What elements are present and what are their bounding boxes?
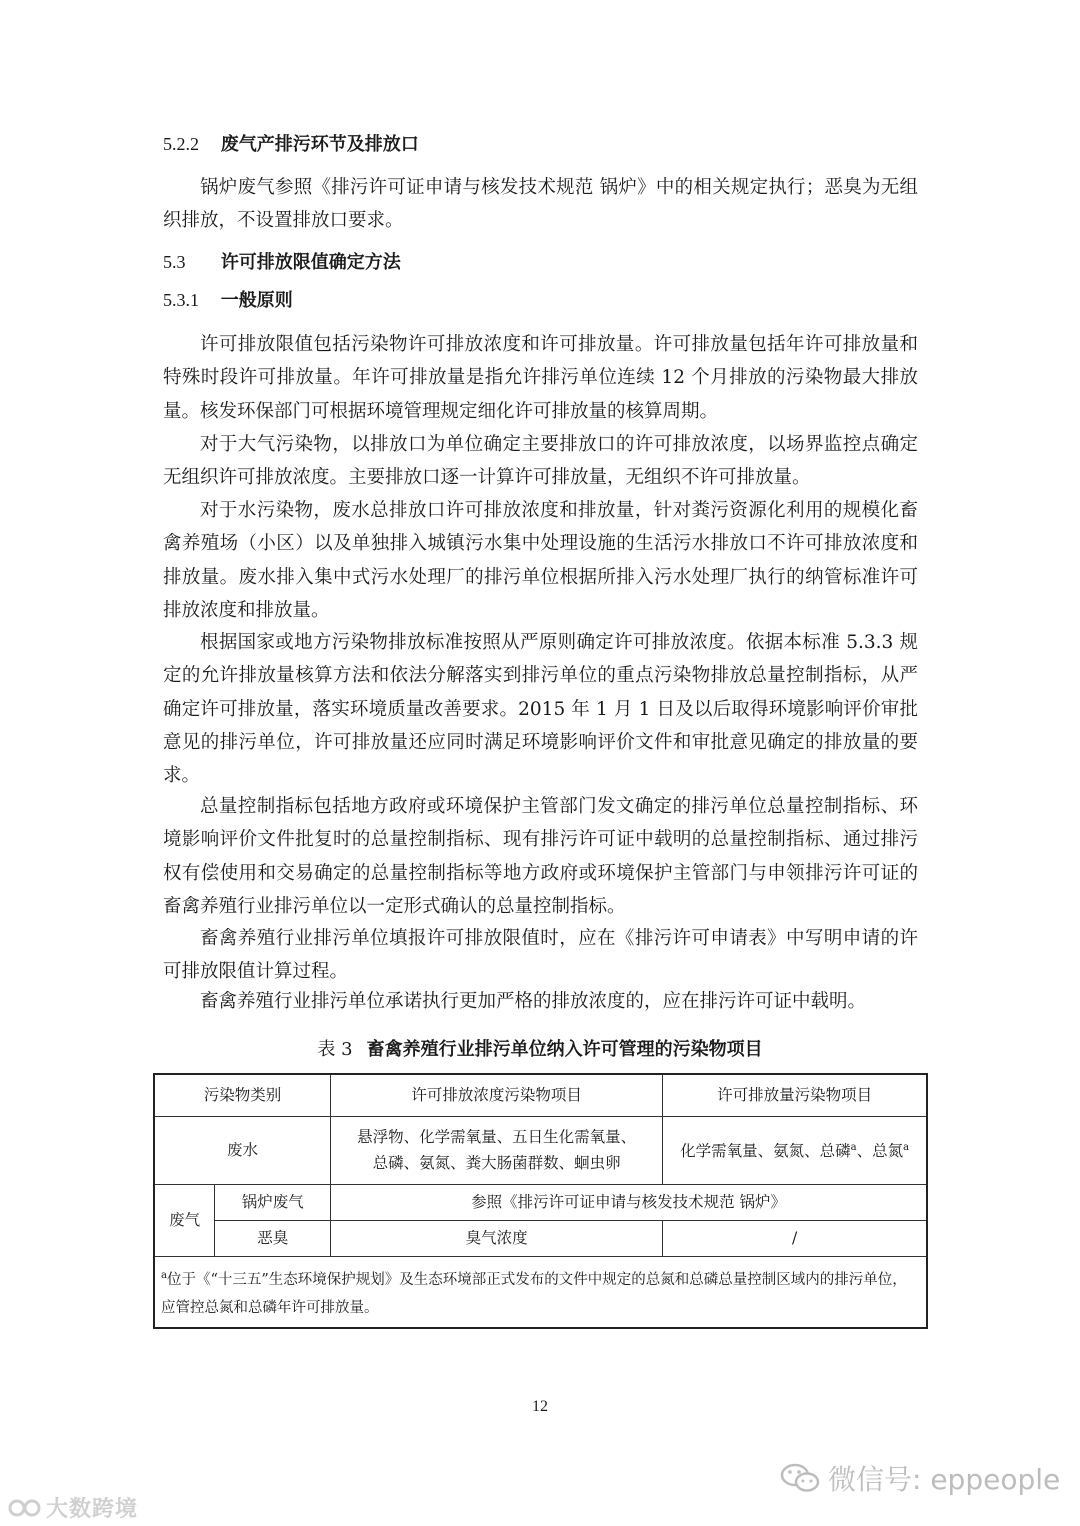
- amount-text: 、总氮: [856, 1142, 904, 1161]
- boiler-gas-reference: 参照《排污许可证申请与核发技术规范 锅炉》: [331, 1184, 927, 1220]
- header-category: 污染物类别: [154, 1074, 331, 1116]
- paragraph-air-pollutants: 对于大气污染物，以排放口为单位确定主要排放口的许可排放浓度，以场界监控点确定无组织许可排放浓度。主要排放口逐一计算许可排放量，无组织不许可排放量。: [163, 434, 918, 489]
- section-heading-5-2-2: [163, 132, 419, 157]
- table-caption: [0, 1035, 1080, 1061]
- table-caption-label: 表 3: [317, 1039, 353, 1060]
- header-concentration: 许可排放浓度污染物项目: [331, 1074, 663, 1116]
- section-number: 5.3.1: [163, 290, 199, 310]
- table-footnote: [154, 1256, 927, 1328]
- table-row-odor: [154, 1220, 927, 1256]
- paragraph-permit-limits: 许可排放限值包括污染物许可排放浓度和许可排放量。许可排放量包括年许可排放量和特殊时段许可排放量。年许可排放量是指允许排污单位连续 12 个月排放的污染物最大排放量。核发环保部门可根据环境管理规定细化许可排放量的核算周期。: [163, 334, 918, 422]
- watermark-left: [8, 1492, 138, 1523]
- dashu-logo-icon: [8, 1497, 42, 1519]
- wechat-icon: [780, 1463, 820, 1493]
- section-title: 废气产排污环节及排放口: [220, 134, 419, 155]
- watermark-right: [780, 1458, 1060, 1498]
- wastewater-conc-line-2: 总磷、氨氮、粪大肠菌群数、蛔虫卵: [372, 1154, 621, 1172]
- footnote-text: 位于《“十三五”生态环境保护规划》及生态环境部正式发布的文件中规定的总氮和总磷总量控制区域内的排污单位，应管控总氮和总磷年许可排放量。: [161, 1271, 907, 1317]
- wastewater-category: 废水: [154, 1116, 331, 1184]
- page-number: 12: [532, 1398, 548, 1415]
- section-heading-5-3: [163, 250, 401, 275]
- section-title: 一般原则: [220, 290, 293, 311]
- gas-category: 废气: [154, 1184, 215, 1256]
- table-row-wastewater: [154, 1116, 927, 1184]
- amount-text: 化学需氧量、氨氮、总磷: [680, 1142, 851, 1161]
- watermark-right-text: 微信号: eppeople: [828, 1463, 1061, 1496]
- footnote-mark: a: [903, 1142, 910, 1154]
- paragraph-boiler-gas: 锅炉废气参照《排污许可证申请与核发技术规范 锅炉》中的相关规定执行；恶臭为无组织排放，不设置排放口要求。: [163, 177, 918, 232]
- boiler-gas-label: 锅炉废气: [215, 1184, 331, 1220]
- table-caption-title: 畜禽养殖行业排污单位纳入许可管理的污染物项目: [366, 1039, 763, 1060]
- wastewater-amount-items: [663, 1116, 927, 1184]
- footnote-mark: a: [850, 1142, 857, 1154]
- header-amount: 许可排放量污染物项目: [663, 1074, 927, 1116]
- odor-amount: /: [663, 1220, 927, 1256]
- pollutant-table: [153, 1073, 928, 1329]
- wastewater-conc-line-1: 悬浮物、化学需氧量、五日生化需氧量、: [357, 1128, 637, 1146]
- paragraph-application-table: 畜禽养殖行业排污单位填报许可排放限值时，应在《排污许可申请表》中写明申请的许可排放限值计算过程。: [163, 928, 918, 983]
- paragraph-total-control: 总量控制指标包括地方政府或环境保护主管部门发文确定的排污单位总量控制指标、环境影响评价文件批复时的总量控制指标、现有排污许可证中载明的总量控制指标、通过排污权有偿使用和交易确定的总量控制指标等地方政府或环境保护主管部门与申领排污许可证的畜禽养殖行业排污单位以一定形式确认的总量控制指标。: [163, 796, 918, 917]
- watermark-left-text: 大数跨境: [46, 1497, 139, 1522]
- section-title: 许可排放限值确定方法: [220, 252, 401, 273]
- table-row-boiler-gas: [154, 1184, 927, 1220]
- odor-label: 恶臭: [215, 1220, 331, 1256]
- section-number: 5.3: [163, 252, 186, 272]
- paragraph-water-pollutants: 对于水污染物，废水总排放口许可排放浓度和排放量，针对粪污资源化利用的规模化畜禽养殖场（小区）以及单独排入城镇污水集中处理设施的生活污水排放口不许可排放浓度和排放量。废水排入集中式污水处理厂的排污单位根据所排入污水处理厂执行的纳管标准许可排放浓度和排放量。: [163, 500, 918, 621]
- section-number: 5.2.2: [163, 134, 199, 154]
- paragraph-strict-principle: 根据国家或地方污染物排放标准按照从严原则确定许可排放浓度。依据本标准 5.3.3 规定的允许排放量核算方法和依法分解落实到排污单位的重点污染物排放总量控制指标，从严确定许可排放量，落实环境质量改善要求。2015 年 1 月 1 日及以后取得环境影响评价审批意见的排污单位，许可排放量还应同时满足环境影响评价文件和审批意见确定的排放量的要求。: [163, 632, 918, 787]
- section-heading-5-3-1: [163, 288, 293, 313]
- odor-concentration: 臭气浓度: [331, 1220, 663, 1256]
- footnote-mark: a: [161, 1269, 167, 1281]
- table-note-row: [154, 1256, 927, 1328]
- table-header-row: [154, 1074, 927, 1116]
- paragraph-stricter-commitment: 畜禽养殖行业排污单位承诺执行更加严格的排放浓度的，应在排污许可证中载明。: [200, 991, 867, 1012]
- wastewater-concentration-items: [331, 1116, 663, 1184]
